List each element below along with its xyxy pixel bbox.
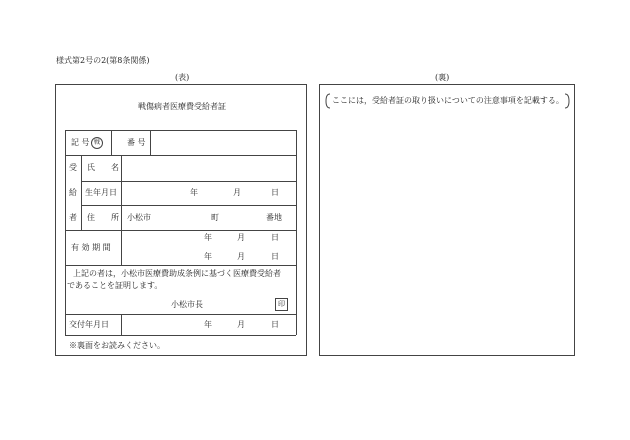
dob-label: 生年月日: [85, 188, 117, 197]
seal-icon: 印: [275, 298, 288, 311]
back-side-label: (裏): [435, 73, 450, 82]
validity-to-year: 年: [204, 252, 212, 261]
form-number: 様式第2号の2(第8条関係): [56, 56, 150, 65]
validity-to-day: 日: [271, 252, 279, 261]
certificate-table: [65, 130, 296, 335]
certificate-title: 戦傷病者医療費受給者証: [138, 102, 226, 111]
dob-day-unit: 日: [271, 188, 279, 197]
certificate-front: [55, 84, 307, 356]
issue-date-label: 交付年月日: [69, 320, 109, 329]
issuer-name: 小松市長: [171, 300, 203, 309]
recipient-char-3: 者: [69, 213, 77, 222]
footer-note: ※裏面をお読みください。: [69, 341, 165, 350]
certification-line-1: 上記の者は，小松市医療費助成条例に基づく医療費受給者: [73, 269, 281, 278]
validity-to-month: 月: [237, 252, 245, 261]
certificate-back: [319, 84, 575, 356]
certification-line-2: であることを証明します。: [67, 281, 163, 290]
name-label: 氏 名: [87, 163, 119, 172]
front-side-label: (表): [175, 73, 190, 82]
issue-month-unit: 月: [237, 320, 245, 329]
address-town-unit: 町: [211, 213, 219, 222]
issue-year-unit: 年: [204, 320, 212, 329]
dob-year-unit: 年: [190, 188, 198, 197]
validity-from-month: 月: [237, 233, 245, 242]
address-label: 住 所: [87, 213, 119, 222]
back-note: ここには，受給者証の取り扱いについての注意事項を記載する。: [332, 96, 564, 105]
issue-day-unit: 日: [271, 320, 279, 329]
address-city: 小松市: [127, 213, 151, 222]
validity-from-year: 年: [204, 233, 212, 242]
validity-label: 有 効 期 間: [71, 243, 111, 252]
validity-from-day: 日: [271, 233, 279, 242]
recipient-char-1: 受: [69, 163, 77, 172]
dob-month-unit: 月: [233, 188, 241, 197]
note-bracket: [325, 92, 573, 110]
war-stamp-icon: 戦: [91, 137, 103, 149]
record-label: 記 号: [71, 138, 90, 147]
number-label: 番 号: [127, 138, 146, 147]
recipient-char-2: 給: [69, 188, 77, 197]
address-lot-unit: 番地: [266, 213, 282, 222]
